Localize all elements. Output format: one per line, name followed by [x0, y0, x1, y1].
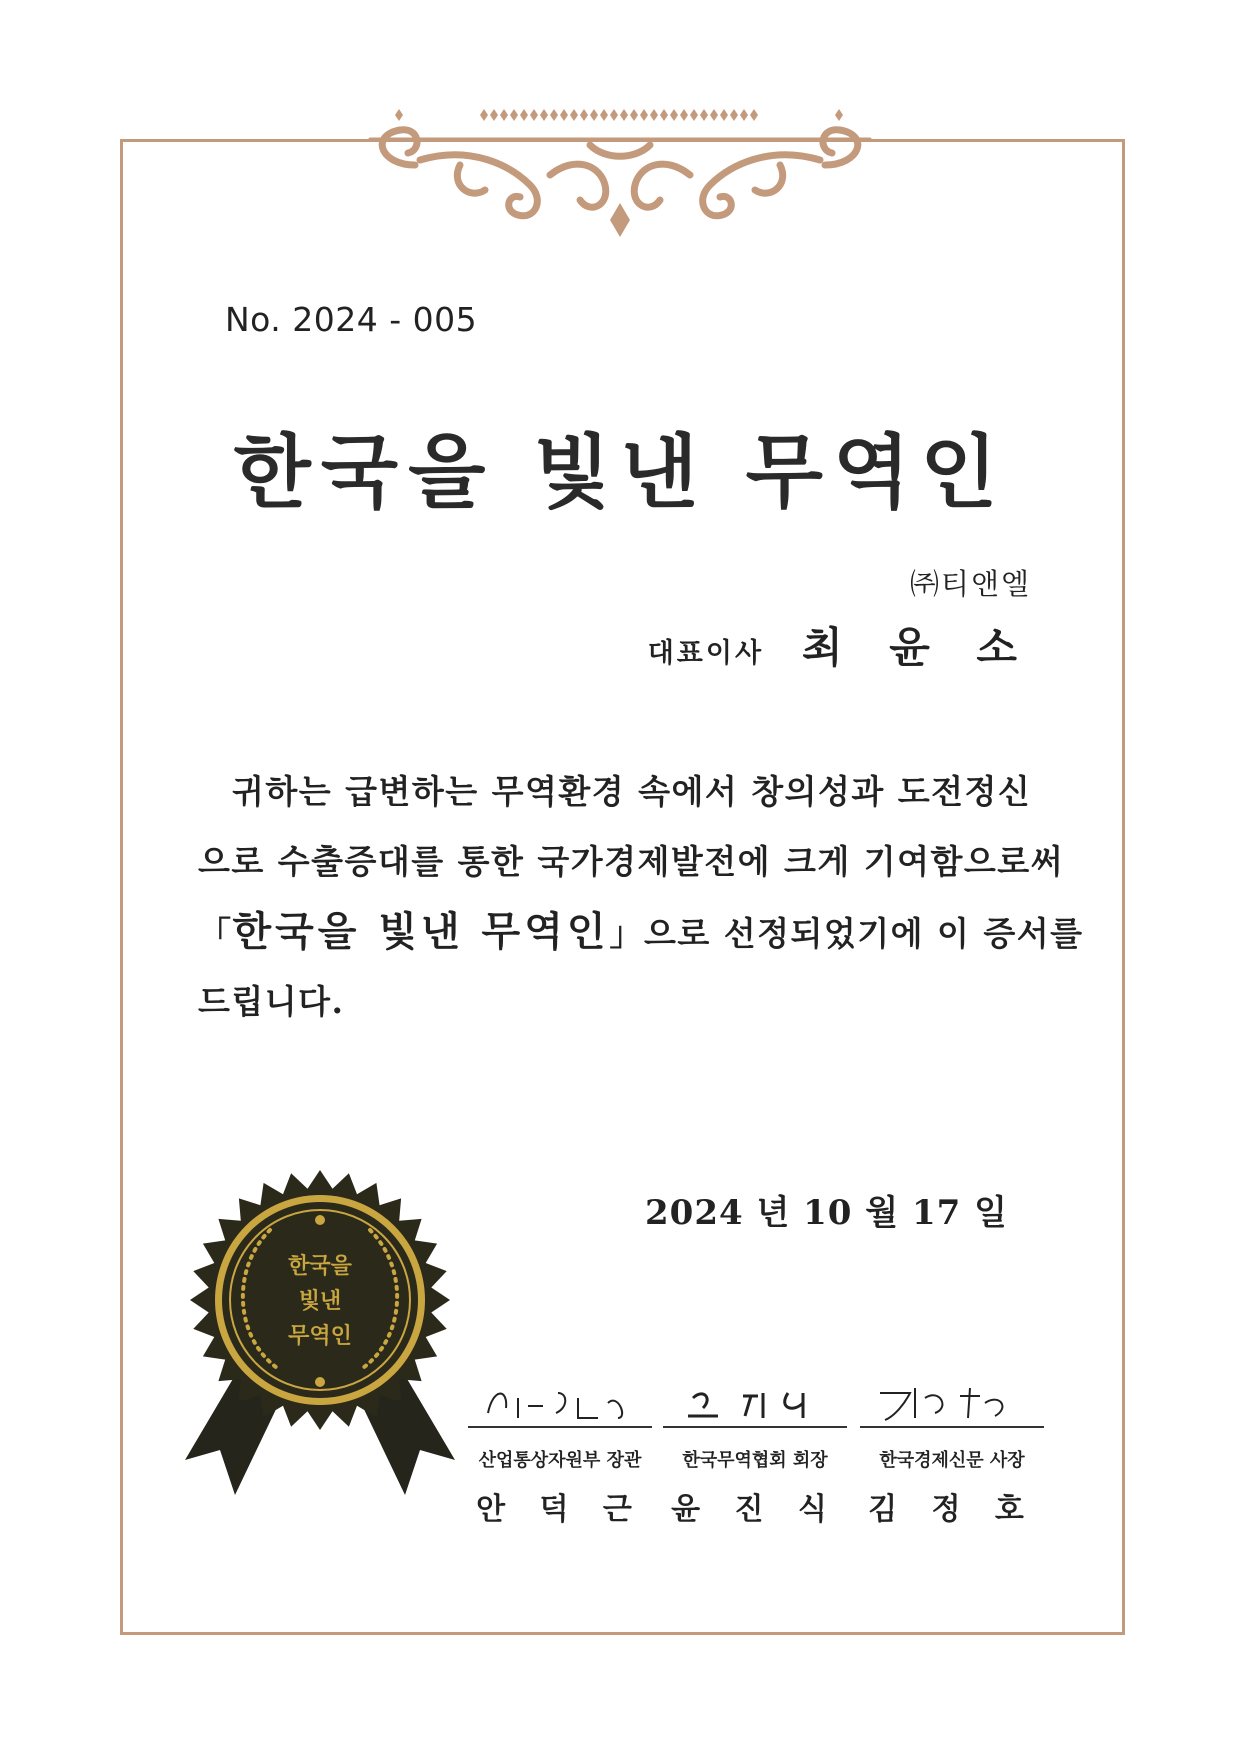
signatory-3 [852, 1378, 1052, 1528]
body-line-3-rest: 으로 선정되었기에 이 증서를 [643, 914, 1084, 953]
handwritten-signature-2 [663, 1378, 847, 1428]
recipient-company: ㈜티앤엘 [909, 567, 1031, 601]
handwritten-signature-1 [468, 1378, 652, 1428]
certificate-title: 한국을 빛낸 무역인 [233, 425, 1008, 519]
body-line-4: 드립니다. [198, 982, 345, 1021]
body-line-1: 귀하는 급변하는 무역환경 속에서 창의성과 도전정신 [232, 772, 1032, 811]
handwritten-signature-3 [860, 1378, 1044, 1428]
body-line-3 [198, 902, 1084, 972]
signatory-2-role: 한국무역협회 회장 [682, 1450, 828, 1471]
quoted-title: 한국을 빛낸 무역인 [232, 908, 610, 955]
decorative-ornament [360, 105, 880, 245]
recipient-row [648, 615, 1033, 675]
quote-close: 」 [609, 914, 644, 953]
signatory-1 [460, 1378, 660, 1528]
seal-text-3: 무역인 [288, 1324, 352, 1349]
certificate-body [198, 762, 1084, 1042]
seal-text-1: 한국을 [288, 1254, 352, 1279]
recipient-name: 최 윤 소 [802, 623, 1033, 672]
body-line-2: 으로 수출증대를 통한 국가경제발전에 크게 기여함으로써 [198, 842, 1065, 881]
signatory-3-role: 한국경제신문 사장 [879, 1450, 1025, 1471]
signatory-2-name: 윤 진 식 [671, 1492, 839, 1527]
gold-seal [180, 1160, 460, 1500]
signatory-1-name: 안 덕 근 [476, 1492, 644, 1527]
signatory-1-role: 산업통상자원부 장관 [478, 1450, 642, 1471]
signatory-3-name: 김 정 호 [868, 1492, 1036, 1527]
certificate-number: No. 2024 - 005 [225, 300, 478, 339]
recipient-title: 대표이사 [647, 638, 765, 669]
issue-date: 2024 년 10 월 17 일 [645, 1193, 1008, 1233]
quote-open: 「 [198, 914, 233, 953]
signatory-2 [655, 1378, 855, 1528]
seal-text-2: 빛낸 [298, 1289, 342, 1314]
